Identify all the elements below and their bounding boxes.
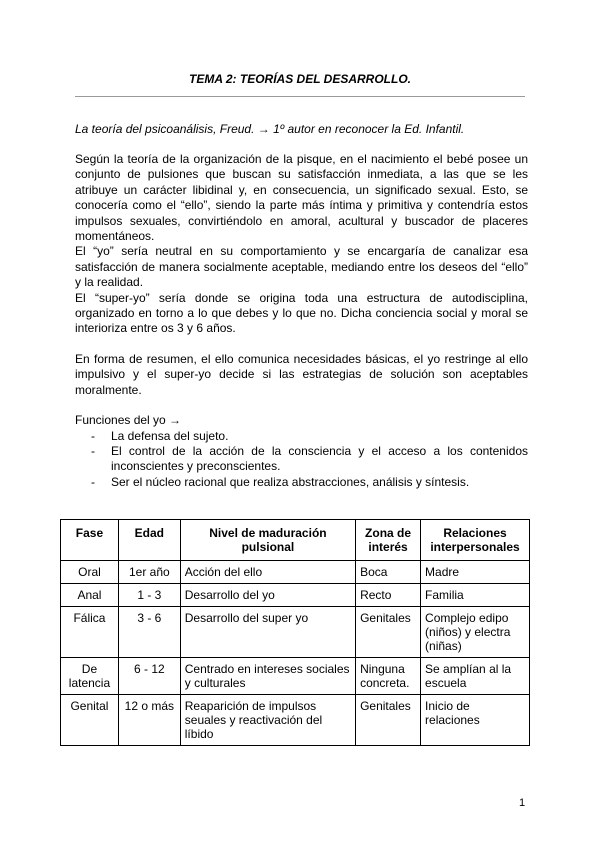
cell-edad: 12 o más — [118, 695, 180, 746]
cell-zona: Boca — [356, 561, 421, 584]
table-row — [61, 607, 530, 658]
cell-fase: Fálica — [61, 607, 119, 658]
table-row — [61, 695, 530, 746]
development-stages-table — [60, 519, 530, 746]
cell-edad: 1 - 3 — [118, 584, 180, 607]
subtitle: La teoría del psicoanálisis, Freud. → 1º autor en reconocer la Ed. Infantil. — [75, 122, 465, 136]
table-header-row — [61, 520, 530, 561]
paragraph-yo: El “yo” sería neutral en su comportamiento y se encargaría de canalizar esa satisfacción de manera socialmente aceptable, mediando entre los deseos del “ello” y la realidad. — [75, 244, 528, 290]
dash-bullet: - — [91, 474, 95, 489]
cell-relaciones: Complejo edipo (niños) y electra (niñas) — [421, 607, 530, 658]
cell-fase: Oral — [61, 561, 119, 584]
table-row — [61, 561, 530, 584]
table-row — [61, 658, 530, 695]
functions-list — [75, 429, 528, 491]
cell-nivel: Desarrollo del yo — [180, 584, 355, 607]
title-divider — [75, 96, 525, 97]
header-edad: Edad — [118, 520, 180, 561]
cell-zona: Ninguna concreta. — [356, 658, 421, 695]
cell-zona: Recto — [356, 584, 421, 607]
cell-relaciones: Se amplían al la escuela — [421, 658, 530, 695]
body-text — [75, 152, 528, 490]
list-item-text: El control de la acción de la consciencia y el acceso a los contenidos inconscientes y preconscientes. — [111, 443, 528, 474]
cell-nivel: Centrado en intereses sociales y culturales — [180, 658, 355, 695]
list-item — [75, 429, 528, 444]
page-number: 1 — [519, 797, 526, 809]
list-item — [75, 444, 528, 475]
cell-edad: 1er año — [118, 561, 180, 584]
cell-zona: Genitales — [356, 607, 421, 658]
cell-nivel: Acción del ello — [180, 561, 355, 584]
page-title: TEMA 2: TEORÍAS DEL DESARROLLO. — [188, 72, 411, 86]
cell-zona: Genitales — [356, 695, 421, 746]
list-item — [75, 475, 528, 490]
functions-heading: Funciones del yo → — [75, 413, 182, 428]
paragraph-super-yo: El “super-yo” sería donde se origina toda una estructura de autodisciplina, organizado en torno a lo que debes y lo que no. Dicha conciencia social y moral se interioriza entre os 3 y 6 años. — [75, 290, 528, 336]
list-item-text: La defensa del sujeto. — [111, 428, 229, 443]
cell-relaciones: Familia — [421, 584, 530, 607]
cell-fase: Anal — [61, 584, 119, 607]
cell-relaciones: Madre — [421, 561, 530, 584]
header-fase: Fase — [61, 520, 119, 561]
cell-relaciones: Inicio de relaciones — [421, 695, 530, 746]
dash-bullet: - — [91, 443, 95, 458]
cell-nivel: Desarrollo del super yo — [180, 607, 355, 658]
paragraph-summary: En forma de resumen, el ello comunica necesidades básicas, el yo restringe al ello impulsivo y el super-yo decide si las estrategias de solución son aceptables moralmente. — [75, 351, 528, 397]
table-row — [61, 584, 530, 607]
header-nivel: Nivel de maduración pulsional — [180, 520, 355, 561]
header-relaciones: Relaciones interpersonales — [421, 520, 530, 561]
cell-edad: 3 - 6 — [118, 607, 180, 658]
paragraph-ello: Según la teoría de la organización de la pisque, en el nacimiento el bebé posee un conjunto de pulsiones que buscan su satisfacción inmediata, a las que se les atribuye un carácter libidinal y, en consecuencia, un significado sexual. Esto, se conocería como el “ello”, siendo la parte más íntima y primitiva y contendría estos impulsos sexuales, convirtiéndolo en amoral, acultural y buscador de placeres momentáneos. — [75, 152, 528, 244]
header-zona: Zona de interés — [356, 520, 421, 561]
dash-bullet: - — [91, 428, 95, 443]
cell-nivel: Reaparición de impulsos seuales y reactivación del líbido — [180, 695, 355, 746]
cell-fase: De latencia — [61, 658, 119, 695]
cell-fase: Genital — [61, 695, 119, 746]
cell-edad: 6 - 12 — [118, 658, 180, 695]
list-item-text: Ser el núcleo racional que realiza abstracciones, análisis y síntesis. — [111, 474, 470, 489]
